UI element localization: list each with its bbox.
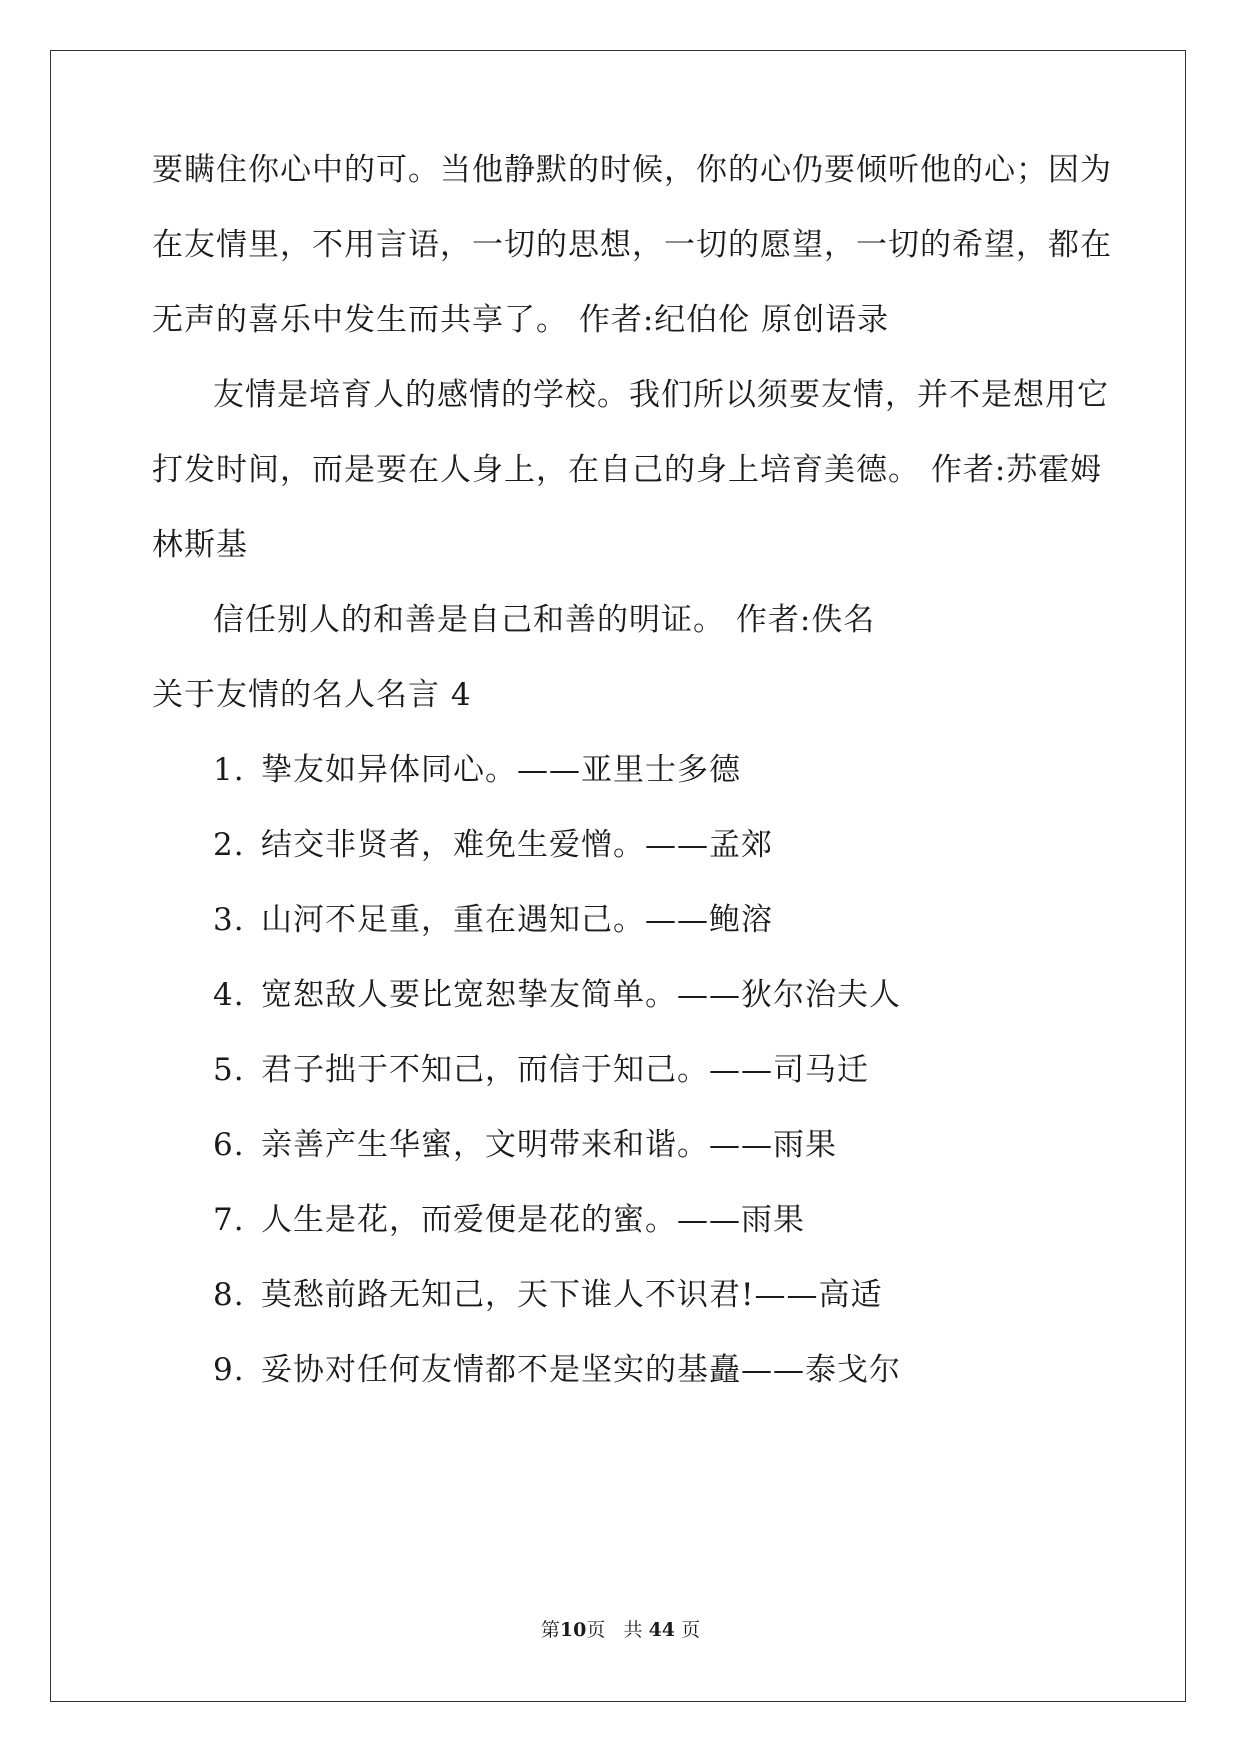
quote-text: 挚友如异体同心。——亚里士多德 [261,752,741,788]
paragraph-3-line-1: 信任别人的和善是自己和善的明证。 作者:佚名 [213,602,876,638]
quote-item-1 [213,750,741,790]
quote-text: 君子拙于不知己，而信于知己。——司马迁 [261,1052,869,1088]
quote-item-8 [213,1275,882,1315]
paragraph-2-line-2: 打发时间，而是要在人身上，在自己的身上培育美德。 作者:苏霍姆 [152,452,1103,488]
quote-text: 山河不足重，重在遇知己。——鲍溶 [261,902,773,938]
quote-number: 5. [213,1052,245,1088]
paragraph-1-line-1: 要瞒住你心中的可。当他静默的时候，你的心仍要倾听他的心；因为 [152,152,1112,188]
quote-number: 8. [213,1277,245,1313]
paragraph-2-line-1: 友情是培育人的感情的学校。我们所以须要友情，并不是想用它 [213,377,1109,413]
total-pages-number: 44 [648,1619,676,1641]
footer-page-word: 页 [586,1619,606,1641]
footer-prefix: 第 [540,1619,560,1641]
quote-text: 宽恕敌人要比宽恕挚友简单。——狄尔治夫人 [261,977,901,1013]
quote-number: 4. [213,977,245,1013]
quote-number: 6. [213,1127,245,1163]
quote-item-7 [213,1200,805,1240]
quote-text: 人生是花，而爱便是花的蜜。——雨果 [261,1202,805,1238]
quote-item-4 [213,975,901,1015]
section-heading: 关于友情的名人名言 4 [152,677,472,713]
quote-number: 9. [213,1352,245,1388]
footer-total-prefix: 共 [623,1619,643,1641]
quote-text: 妥协对任何友情都不是坚实的基矗——泰戈尔 [261,1352,901,1388]
quote-item-6 [213,1125,837,1165]
page-border [50,50,1186,1702]
quote-number: 7. [213,1202,245,1238]
quote-item-3 [213,900,773,940]
quote-item-2 [213,825,773,865]
quote-number: 1. [213,752,245,788]
quote-text: 莫愁前路无知己，天下谁人不识君!——高适 [261,1277,883,1313]
page-footer [0,1618,1241,1642]
current-page-number: 10 [559,1619,587,1641]
quote-item-9 [213,1350,901,1390]
quote-text: 结交非贤者，难免生爱憎。——孟郊 [261,827,773,863]
paragraph-1-line-3: 无声的喜乐中发生而共享了。 作者:纪伯伦 原创语录 [152,302,890,338]
quote-number: 3. [213,902,245,938]
quote-number: 2. [213,827,245,863]
quote-text: 亲善产生华蜜，文明带来和谐。——雨果 [261,1127,837,1163]
quote-item-5 [213,1050,869,1090]
paragraph-1-line-2: 在友情里，不用言语，一切的思想，一切的愿望，一切的希望，都在 [152,227,1112,263]
footer-total-suffix: 页 [681,1619,701,1641]
paragraph-2-line-3: 林斯基 [152,527,248,563]
